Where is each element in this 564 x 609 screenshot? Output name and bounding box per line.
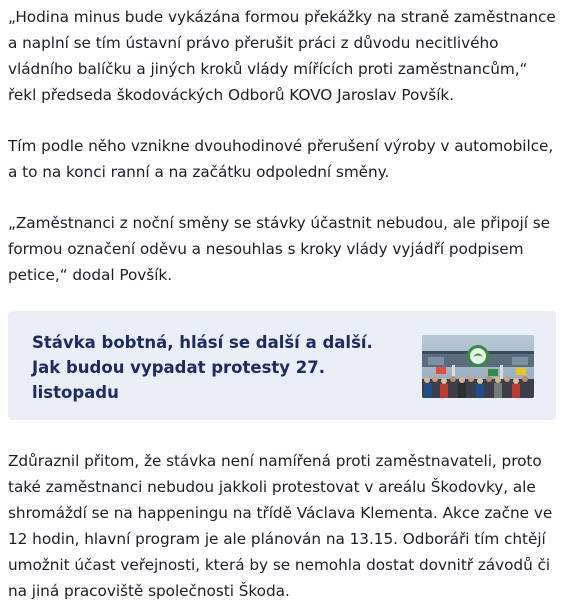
related-article-card[interactable]	[8, 311, 556, 420]
article-paragraph: „Zaměstnanci z noční směny se stávky účastnit nebudou, ale připojí se formou označení oděvu a nesouhlas s kroky vlády vyjádří podpisem petice,“ dodal Povšík.	[8, 214, 551, 284]
article-paragraph: Tím podle něho vznikne dvouhodinové přerušení výroby v automobilce, a to na konci ranní a na začátku odpolední směny.	[8, 137, 554, 181]
article-paragraph: „Hodina minus bude vykázána formou překážky na straně zaměstnance a naplní se tím ústavní právo přerušit práci z důvodu necitlivého vládního balíčku a jiných kroků vlády mířících proti zaměstnancům,“ řekl předseda škodováckých Odborů KOVO Jaroslav Povšík.	[8, 8, 556, 104]
article-paragraph: Zdůraznil přitom, že stávka není namířená proti zaměstnavateli, proto také zaměstnanci nebudou jakkoli protestovat v areálu Škodovky, ale shromáždí se na happeningu na třídě Václava Klementa. Akce začne ve 12 hodin, hlavní program je ale plánován na 13.15. Odboráři tím chtějí umožnit účast veřejnosti, která by se nemohla dostat dovnitř závodů či na jiná pracoviště společnosti Škoda.	[8, 452, 553, 600]
related-article-title[interactable]: Stávka bobtná, hlásí se další a další. Jak budou vypadat protesty 27. listopadu	[32, 333, 373, 402]
protest-photo-thumbnail[interactable]	[422, 335, 534, 398]
